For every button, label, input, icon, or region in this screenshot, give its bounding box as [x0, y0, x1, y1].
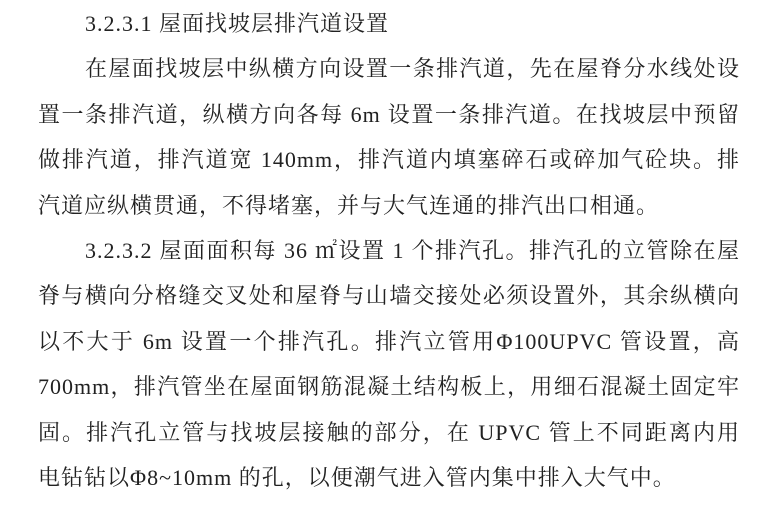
text-line: 脊与横向分格缝交叉处和屋脊与山墙交接处必须设置外，其余纵横向 [38, 283, 740, 309]
text-line: 电钻钻以Φ8~10mm 的孔，以便潮气进入管内集中排入大气中。 [38, 464, 676, 490]
text-line: 3.2.3.2 屋面面积每 36 ㎡设置 1 个排汽孔。排汽孔的立管除在屋 [85, 237, 740, 263]
text-line: 以不大于 6m 设置一个排汽孔。排汽立管用Φ100UPVC 管设置，高 [38, 328, 740, 354]
text-block [38, 1, 740, 500]
paragraph-vent-channel [38, 46, 740, 228]
paragraph-vent-hole-3-2-3-2 [38, 228, 740, 500]
text-line: 汽道应纵横贯通，不得堵塞，并与大气连通的排汽出口相通。 [38, 192, 660, 218]
text-line: 在屋面找坡层中纵横方向设置一条排汽道，先在屋脊分水线处设 [85, 56, 740, 82]
text-line: 固。排汽孔立管与找坡层接触的部分，在 UPVC 管上不同距离内用 [38, 419, 740, 445]
text-line: 700mm，排汽管坐在屋面钢筋混凝土结构板上，用细石混凝土固定牢 [38, 374, 740, 400]
text-line: 置一条排汽道，纵横方向各每 6m 设置一条排汽道。在找坡层中预留 [38, 101, 740, 127]
text-line: 3.2.3.1 屋面找坡层排汽道设置 [85, 11, 390, 36]
section-heading-3-2-3-1 [38, 1, 740, 46]
text-line: 做排汽道，排汽道宽 140mm，排汽道内填塞碎石或碎加气砼块。排 [38, 147, 740, 173]
